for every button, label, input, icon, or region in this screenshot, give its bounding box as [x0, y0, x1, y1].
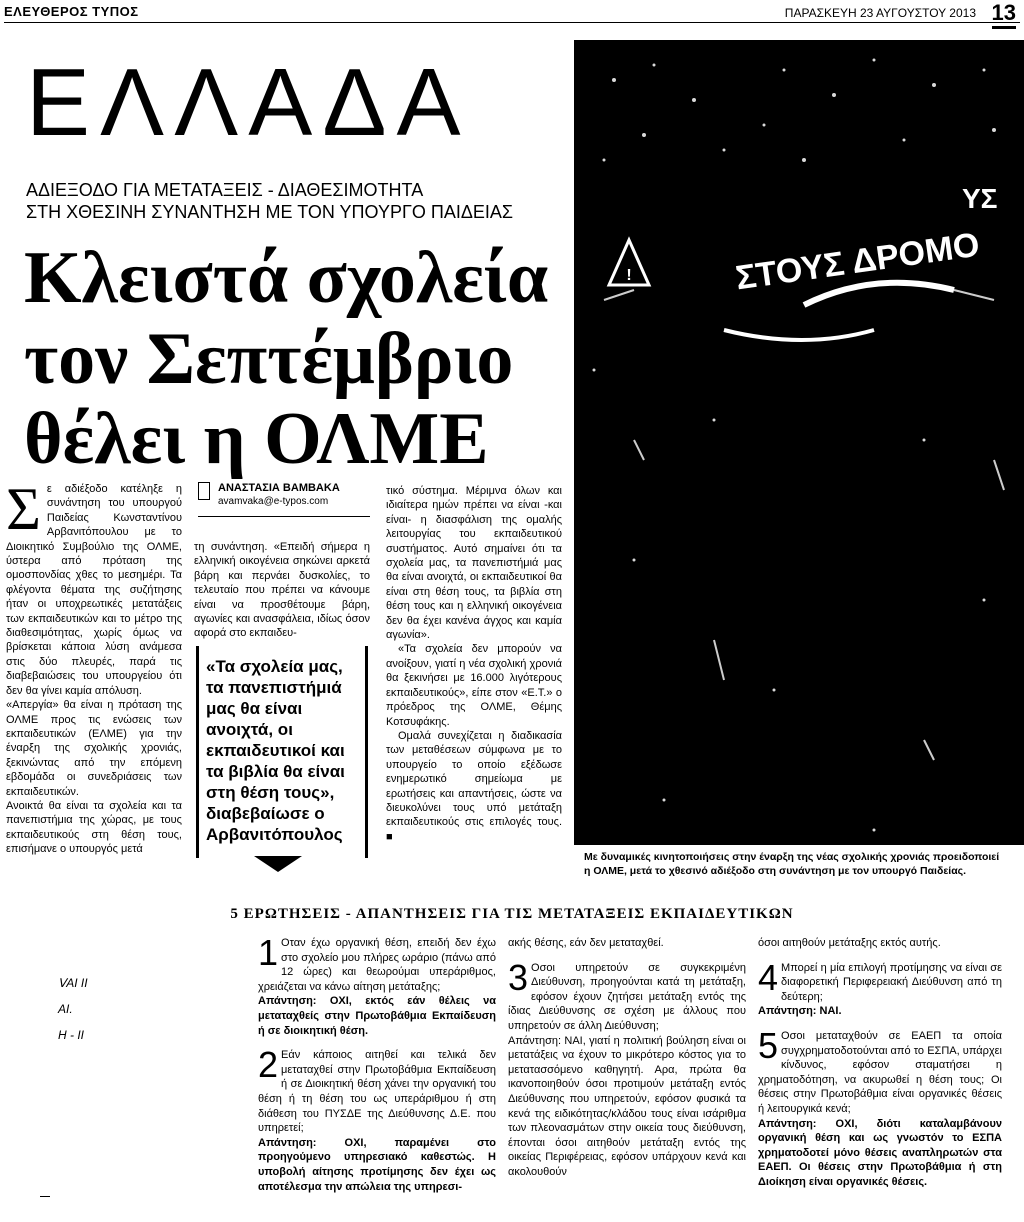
page-header: [0, 0, 1024, 36]
byline: [198, 480, 370, 526]
spacer: [258, 1038, 496, 1048]
kicker-line-1: ΑΔΙΕΞΟΔΟ ΓΙΑ ΜΕΤΑΤΑΞΕΙΣ - ΔΙΑΘΕΣΙΜΟΤΗΤΑ: [26, 180, 424, 200]
article-paragraph: «Απεργία» θα είναι η πρόταση της ΟΛΜΕ προς τις ενώσεις των εκπαιδευτικών (ΕΛΜΕ) για την έναρξη της σχολικής χρονιάς, ξεκινώντας από την επόμενη εβδομάδα οι συνεδριάσεις των εκπαιδευτικών.: [6, 699, 182, 798]
article-column-3: [386, 484, 562, 844]
pull-quote: [194, 640, 370, 872]
article-paragraph: «Τα σχολεία δεν μπορούν να ανοίξουν, γιατί η νέα σχολική χρονιά θα ξεκινήσει με 16.000 λιγότερους εκπαιδευτικούς», είπε στον «Ε.Τ.» ο πρόεδρος της ΟΛΜΕ, Θέμης Κοτσυφάκης.: [386, 643, 562, 728]
photo-caption: Με δυναμικές κινητοποιήσεις στην έναρξη της νέας σχολικής χρονιάς προειδοποιεί η ΟΛΜΕ, μετά το χθεσινό αδιέξοδο στη συνάντηση με τον υπουργό Παιδείας.: [584, 851, 1000, 877]
spacer: [758, 951, 1002, 961]
question-text: Οσοι μεταταχθούν σε ΕΑΕΠ τα οποία συγχρηματοδοτούνται από το ΕΣΠΑ, υπάρχει κίνδυνος, εφόσον σταματήσει η χρηματοδότηση, να ακυρωθεί η θέση τους; Οι θέσεις στην Πρωτοβάθμια είναι οργανικές θέσεις ή λειτουργικά κενά;: [758, 1029, 1002, 1115]
qa-column-1: [258, 932, 496, 1194]
section-title: ΕΛΛΑΔΑ: [26, 49, 471, 156]
answer-text: Απάντηση: ΟΧΙ, εκτός εάν θέλεις να μεταταχθείς στην Πρωτοβάθμια Εκπαίδευση ή σε διοικητική θέση.: [258, 995, 496, 1037]
qa-item-4: [758, 956, 1002, 1005]
article-paragraph: Ανοικτά θα είναι τα σχολεία και τα πανεπιστήμια της χώρας, με τους εκπαιδευτικούς στη θέση τους, επισήμανε ο υπουργός μετά: [6, 799, 182, 856]
question-number: 4: [758, 956, 779, 998]
issue-date: ΠΑΡΑΣΚΕΥΗ 23 ΑΥΓΟΥΣΤΟΥ 2013: [784, 6, 976, 20]
protest-photo-graphic: [574, 40, 1024, 845]
quote-tail: [254, 856, 302, 872]
headline: [24, 238, 584, 480]
drop-cap: Σ: [6, 476, 41, 542]
author-name: ΑΝΑΣΤΑΣΙΑ ΒΑΜΒΑΚΑ: [218, 482, 340, 494]
svg-text:!: !: [626, 267, 632, 284]
answer-text: Απάντηση: ΝΑΙ.: [758, 1005, 842, 1018]
question-text: Μπορεί η μία επιλογή προτίμησης να είναι σε διαφορετική Περιφερειακή Διεύθυνση από τη δεύτερη;: [781, 961, 1002, 1003]
handwritten-note: Η - ΙΙ: [58, 1028, 84, 1042]
author-email[interactable]: avamvaka@e-typos.com: [218, 496, 329, 507]
handwritten-notes: [58, 970, 88, 1048]
pull-quote-text: «Τα σχολεία μας, τα πανεπιστήμιά μας θα είναι ανοιχτά, οι εκπαιδευτικοί και τα βιβλία θα είναι στη θέση τους», διαβεβαίωσε ο Αρβανιτόπουλος: [206, 657, 345, 844]
answer-continuation: ακής θέσης, εάν δεν μεταταχθεί.: [508, 937, 664, 949]
qa-item-1: [258, 932, 496, 994]
question-text: Εάν κάποιος αιτηθεί και τελικά δεν μεταταχθεί στην Πρωτοβάθμια Εκπαίδευση ή σε Διοικητική θέση χάνει την οργανική του θέση ή τη θέση του ως υπεράριθμου ή στη διάθεση του ΠΥΣΔΕ της Διεύθυνσης Δ.Ε. που υπηρετεί;: [258, 1049, 496, 1135]
article-column-1: [6, 476, 182, 857]
handwritten-note: ΑΙ.: [58, 1002, 73, 1016]
quote-left-rule: [196, 646, 199, 858]
header-rule: [4, 22, 1020, 23]
margin-mark: [40, 1196, 50, 1197]
kicker: [26, 180, 566, 224]
banner-text: ΣΤΟΥΣ ΔΡΟΜΟ: [733, 225, 982, 298]
headline-line-3: θέλει η ΟΛΜΕ: [24, 398, 489, 481]
question-number: 2: [258, 1044, 279, 1086]
page-number: 13: [992, 0, 1016, 29]
qa-column-3: [758, 936, 1002, 1190]
headline-line-2: τον Σεπτέμβριο: [24, 317, 514, 400]
paragraph-text: ε αδιέξοδο κατέληξε η συνάντηση του υπουργού Παιδείας Κωνσταντίνου Αρβανιτόπουλου με το Διοικητικό Συμβούλιο της ΟΛΜΕ, ύστερα από πρόταση της ομοσπονδίας χθες το μεσημέρι. Τα φλέγοντα θέματα της συζήτησης ήταν οι υποχρεωτικές μετατάξεις των εκπαιδευτικών και το μέτρο της διαθεσιμότητας, χωρίς όμως να βρίσκεται κάποια λύση ανάμεσα στις δύο πλευρές, παρά τις διαβεβαιώσεις του υπουργείου ότι δεν θα γίνει καμία απόλυση.: [6, 483, 182, 697]
spacer: [758, 1019, 1002, 1029]
qa-column-2: [508, 936, 746, 1180]
newspaper-name: ΕΛΕΥΘΕΡΟΣ ΤΥΠΟΣ: [4, 4, 139, 19]
banner-text-2: ΥΣ: [962, 183, 998, 214]
handwritten-note: ᐯΑΙ ΙΙ: [58, 976, 88, 990]
qa-item-2: [258, 1044, 496, 1136]
answer-continuation: όσοι αιτηθούν μετάταξης εκτός αυτής.: [758, 937, 941, 949]
article-column-2: [194, 540, 370, 641]
byline-rule: [198, 516, 370, 517]
quote-right-rule: [365, 646, 368, 858]
answer-text: Απάντηση: ΟΧΙ, παραμένει στο προηγούμενο υπηρεσιακό καθεστώς. Η υποβολή αίτησης προτίμησης δεν έχει ως αποτέλεσμα την απώλεια της υπηρεσι-: [258, 1136, 496, 1193]
qa-item-5: [758, 1024, 1002, 1117]
question-number: 3: [508, 956, 529, 998]
article-paragraph: Ομαλά συνεχίζεται η διαδικασία των μεταθέσεων σύμφωνα με το υπουργείο το οποίο εξέδωσε ενημερωτικό σημείωμα με ερωτήσεις και απαντήσεις, ώστε να διευκολύνει τους υπό μετάταξη εκπαιδευτικούς στις επιλογές τους. ■: [386, 729, 562, 843]
question-number: 1: [258, 932, 279, 973]
answer-text: Απάντηση: ΟΧΙ, διότι καταλαμβάνουν οργανική θέση και ως γνωστόν το ΕΣΠΑ χρηματοδοτεί μόνο θέσεις αναπληρωτών στα ΕΑΕΠ. Οι θέσεις στην Πρωτοβάθμια ή στη Διοίκηση είναι οργανικές θέσεις.: [758, 1117, 1002, 1188]
article-paragraph: τικό σύστημα. Μέριμνα όλων και ιδιαίτερα ημών πρέπει να είναι -και είναι- η διασφάλιση της ομαλής λειτουργίας του εκπαιδευτικού συστήματος. Αυτό σημαίνει ότι τα σχολεία μας, τα πανεπιστήμιά μας θα είναι ανοιχτά, οι εκπαιδευτικοί θα είναι στη θέση τους, τα βιβλία στη θέση τους και η ελληνική οικογένεια δεν θα έχει κανένα άγχος και καμία αγωνία».: [386, 485, 562, 642]
question-text: Οσοι υπηρετούν σε συγκεκριμένη Διεύθυνση, προηγούνται κατά τη μετάταξη, εφόσον έχουν ζητήσει μετάταξη εντός της ίδιας Διεύθυνσης σε σχέση με άλλους που υπηρετούν σε άλλη Διεύθυνση;: [508, 961, 746, 1032]
protest-photo: [574, 40, 1024, 845]
article-paragraph: τη συνάντηση. «Επειδή σήμερα η ελληνική οικογένεια σηκώνει αρκετά βάρη και περνάει δυσκολίες, το τελευταίο που πρέπει να κάνουμε είναι να προσθέτουμε βάρη, αγωνίες και ανασφάλεια, ιδίως όσον αφορά στο εκπαιδευ-: [194, 541, 370, 640]
answer-text: Απάντηση: ΝΑΙ, γιατί η πολιτική βούληση είναι οι μετατάξεις να έχουν το μικρότερο κόστος για το μετατασσόμενο καθηγητή. Αρα, πρώτα θα ικανοποιηθούν όσοι προτιμούν μετάταξη εντός Διεύθυνσης που υπηρετούν, εφόσον φυσικά τα κενά της ειδικότητας/κλάδου τους είναι ισάριθμα των πλεονασμάτων στην οικεία τους διεύθυνση, έπονται όσοι αιτηθούν μετάταξη εντός της οικείας Περιφέρειας, εφόσον υπάρχουν κενά και ακολουθούν: [508, 1034, 746, 1178]
headline-line-1: Κλειστά σχολεία: [24, 237, 549, 319]
kicker-line-2: ΣΤΗ ΧΘΕΣΙΝΗ ΣΥΝΑΝΤΗΣΗ ΜΕ ΤΟΝ ΥΠΟΥΡΓΟ ΠΑΙΔΕΙΑΣ: [26, 201, 514, 222]
question-number: 5: [758, 1024, 779, 1066]
author-box-icon: [198, 482, 210, 500]
qa-section-title: 5 ΕΡΩΤΗΣΕΙΣ - ΑΠΑΝΤΗΣΕΙΣ ΓΙΑ ΤΙΣ ΜΕΤΑΤΑΞΕΙΣ ΕΚΠΑΙΔΕΥΤΙΚΩΝ: [230, 906, 794, 922]
qa-item-3: [508, 956, 746, 1034]
spacer: [508, 951, 746, 961]
article-paragraph: [6, 476, 182, 698]
question-text: Οταν έχω οργανική θέση, επειδή δεν έχω στο σχολείο μου πλήρες ωράριο (πάνω από 12 ώρες) και θεωρούμαι υπεράριθμος, χρειάζεται να κάνω αίτηση μετάταξης;: [258, 937, 496, 993]
